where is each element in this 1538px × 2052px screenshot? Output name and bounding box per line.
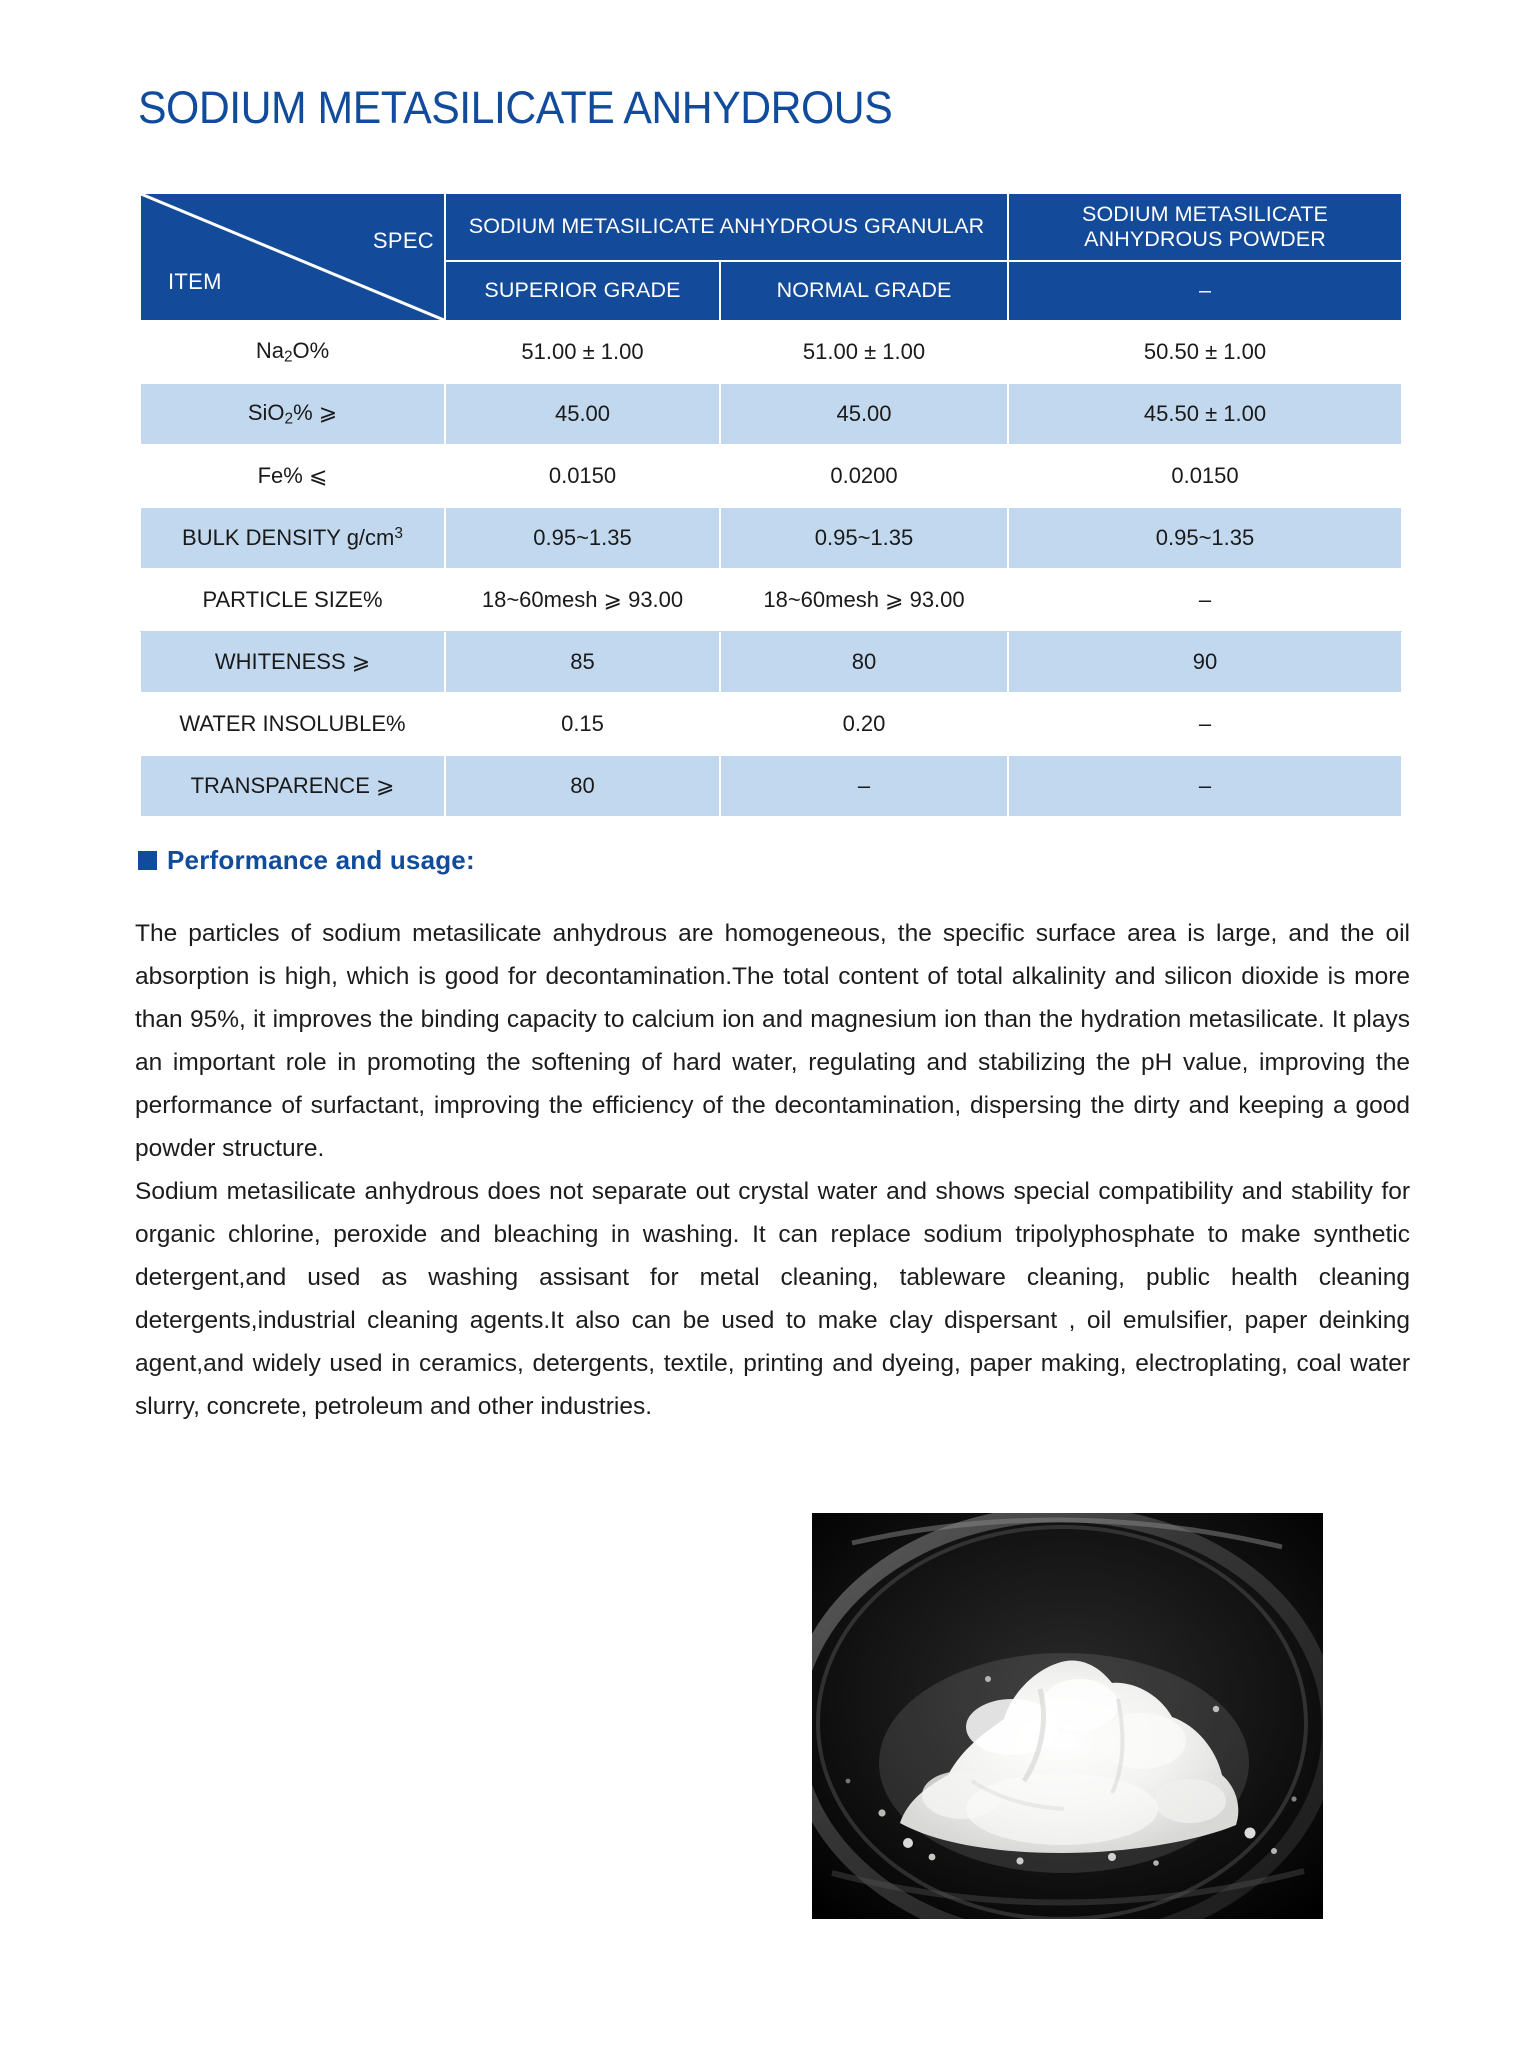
item-text: SiO [247,399,285,425]
cell-powder: 0.0150 [1008,445,1402,507]
item-text-suffix: % ⩾ [293,399,338,425]
row-item-label [140,321,445,383]
cell-normal: 0.95~1.35 [720,507,1008,569]
cell-powder: 90 [1008,631,1402,693]
item-superscript: 3 [394,525,403,543]
cell-powder: – [1008,569,1402,631]
item-subscript: 2 [284,410,294,428]
powder-in-dish-image [812,1513,1323,1919]
header-normal-grade: NORMAL GRADE [720,261,1008,321]
table-row [140,569,1402,631]
bullet-square-icon [138,851,157,870]
row-item-label: Fe% ⩽ [140,445,445,507]
row-item-label: PARTICLE SIZE% [140,569,445,631]
performance-section-heading [138,845,475,876]
cell-normal: 51.00 ± 1.00 [720,321,1008,383]
cell-normal: 45.00 [720,383,1008,445]
diagonal-divider-icon [141,194,444,320]
header-corner-cell [140,193,445,321]
cell-normal: – [720,755,1008,817]
item-text: BULK DENSITY g/cm [182,525,395,550]
cell-normal: 0.20 [720,693,1008,755]
cell-superior: 85 [445,631,720,693]
paragraph-1: The particles of sodium metasilicate anhydrous are homogeneous, the specific surface area is large, and the oil absorption is high, which is good for decontamination.The total content of total alkalinity and silicon dioxide is more than 95%, it improves the binding capacity to calcium ion and magnesium ion than the hydration metasilicate. It plays an important role in promoting the softening of hard water, regulating and stabilizing the pH value, improving the performance of surfactant, improving the efficiency of the decontamination, dispersing the dirty and keeping a good powder structure. [135,920,1410,1162]
table-row [140,755,1402,817]
table-row [140,507,1402,569]
cell-normal: 80 [720,631,1008,693]
table-header-row-group [140,193,1402,261]
table-row [140,631,1402,693]
cell-superior: 80 [445,755,720,817]
row-item-label [140,507,445,569]
header-group-granular: SODIUM METASILICATE ANHYDROUS GRANULAR [445,193,1008,261]
header-superior-grade: SUPERIOR GRADE [445,261,720,321]
row-item-label: WHITENESS ⩾ [140,631,445,693]
header-item-label: ITEM [168,269,222,294]
cell-superior: 45.00 [445,383,720,445]
row-item-label: WATER INSOLUBLE% [140,693,445,755]
cell-superior: 0.95~1.35 [445,507,720,569]
item-text: Na [255,337,284,363]
cell-powder: 0.95~1.35 [1008,507,1402,569]
paragraph-2: Sodium metasilicate anhydrous does not separate out crystal water and shows special compatibility and stability for organic chlorine, peroxide and bleaching in washing. It can replace sodium tripolyphosphate to make synthetic detergent,and used as washing assisant for metal cleaning, tableware cleaning, public health cleaning detergents,industrial cleaning agents.It also can be used to make clay dispersant , oil emulsifier, paper deinking agent,and widely used in ceramics, detergents, textile, printing and dyeing, paper making, electroplating, coal water slurry, concrete, petroleum and other industries. [135,1178,1410,1420]
cell-superior: 51.00 ± 1.00 [445,321,720,383]
item-text-suffix: O% [292,337,330,363]
cell-superior: 0.0150 [445,445,720,507]
table-row [140,383,1402,445]
table-row [140,321,1402,383]
cell-normal: 18~60mesh ⩾ 93.00 [720,569,1008,631]
table-row [140,693,1402,755]
cell-superior: 18~60mesh ⩾ 93.00 [445,569,720,631]
cell-powder: 50.50 ± 1.00 [1008,321,1402,383]
cell-powder: 45.50 ± 1.00 [1008,383,1402,445]
product-photo [812,1513,1323,1919]
performance-body-text [135,912,1410,1428]
page-title: SODIUM METASILICATE ANHYDROUS [138,82,893,133]
header-spec-label: SPEC [372,228,434,253]
table-row [140,445,1402,507]
row-item-label: TRANSPARENCE ⩾ [140,755,445,817]
item-subscript: 2 [283,348,293,366]
header-powder-dash: – [1008,261,1402,321]
specification-table [139,192,1403,818]
cell-superior: 0.15 [445,693,720,755]
cell-normal: 0.0200 [720,445,1008,507]
cell-powder: – [1008,755,1402,817]
header-group-powder: SODIUM METASILICATE ANHYDROUS POWDER [1008,193,1402,261]
row-item-label [140,383,445,445]
section-heading-text: Performance and usage: [167,845,475,875]
cell-powder: – [1008,693,1402,755]
